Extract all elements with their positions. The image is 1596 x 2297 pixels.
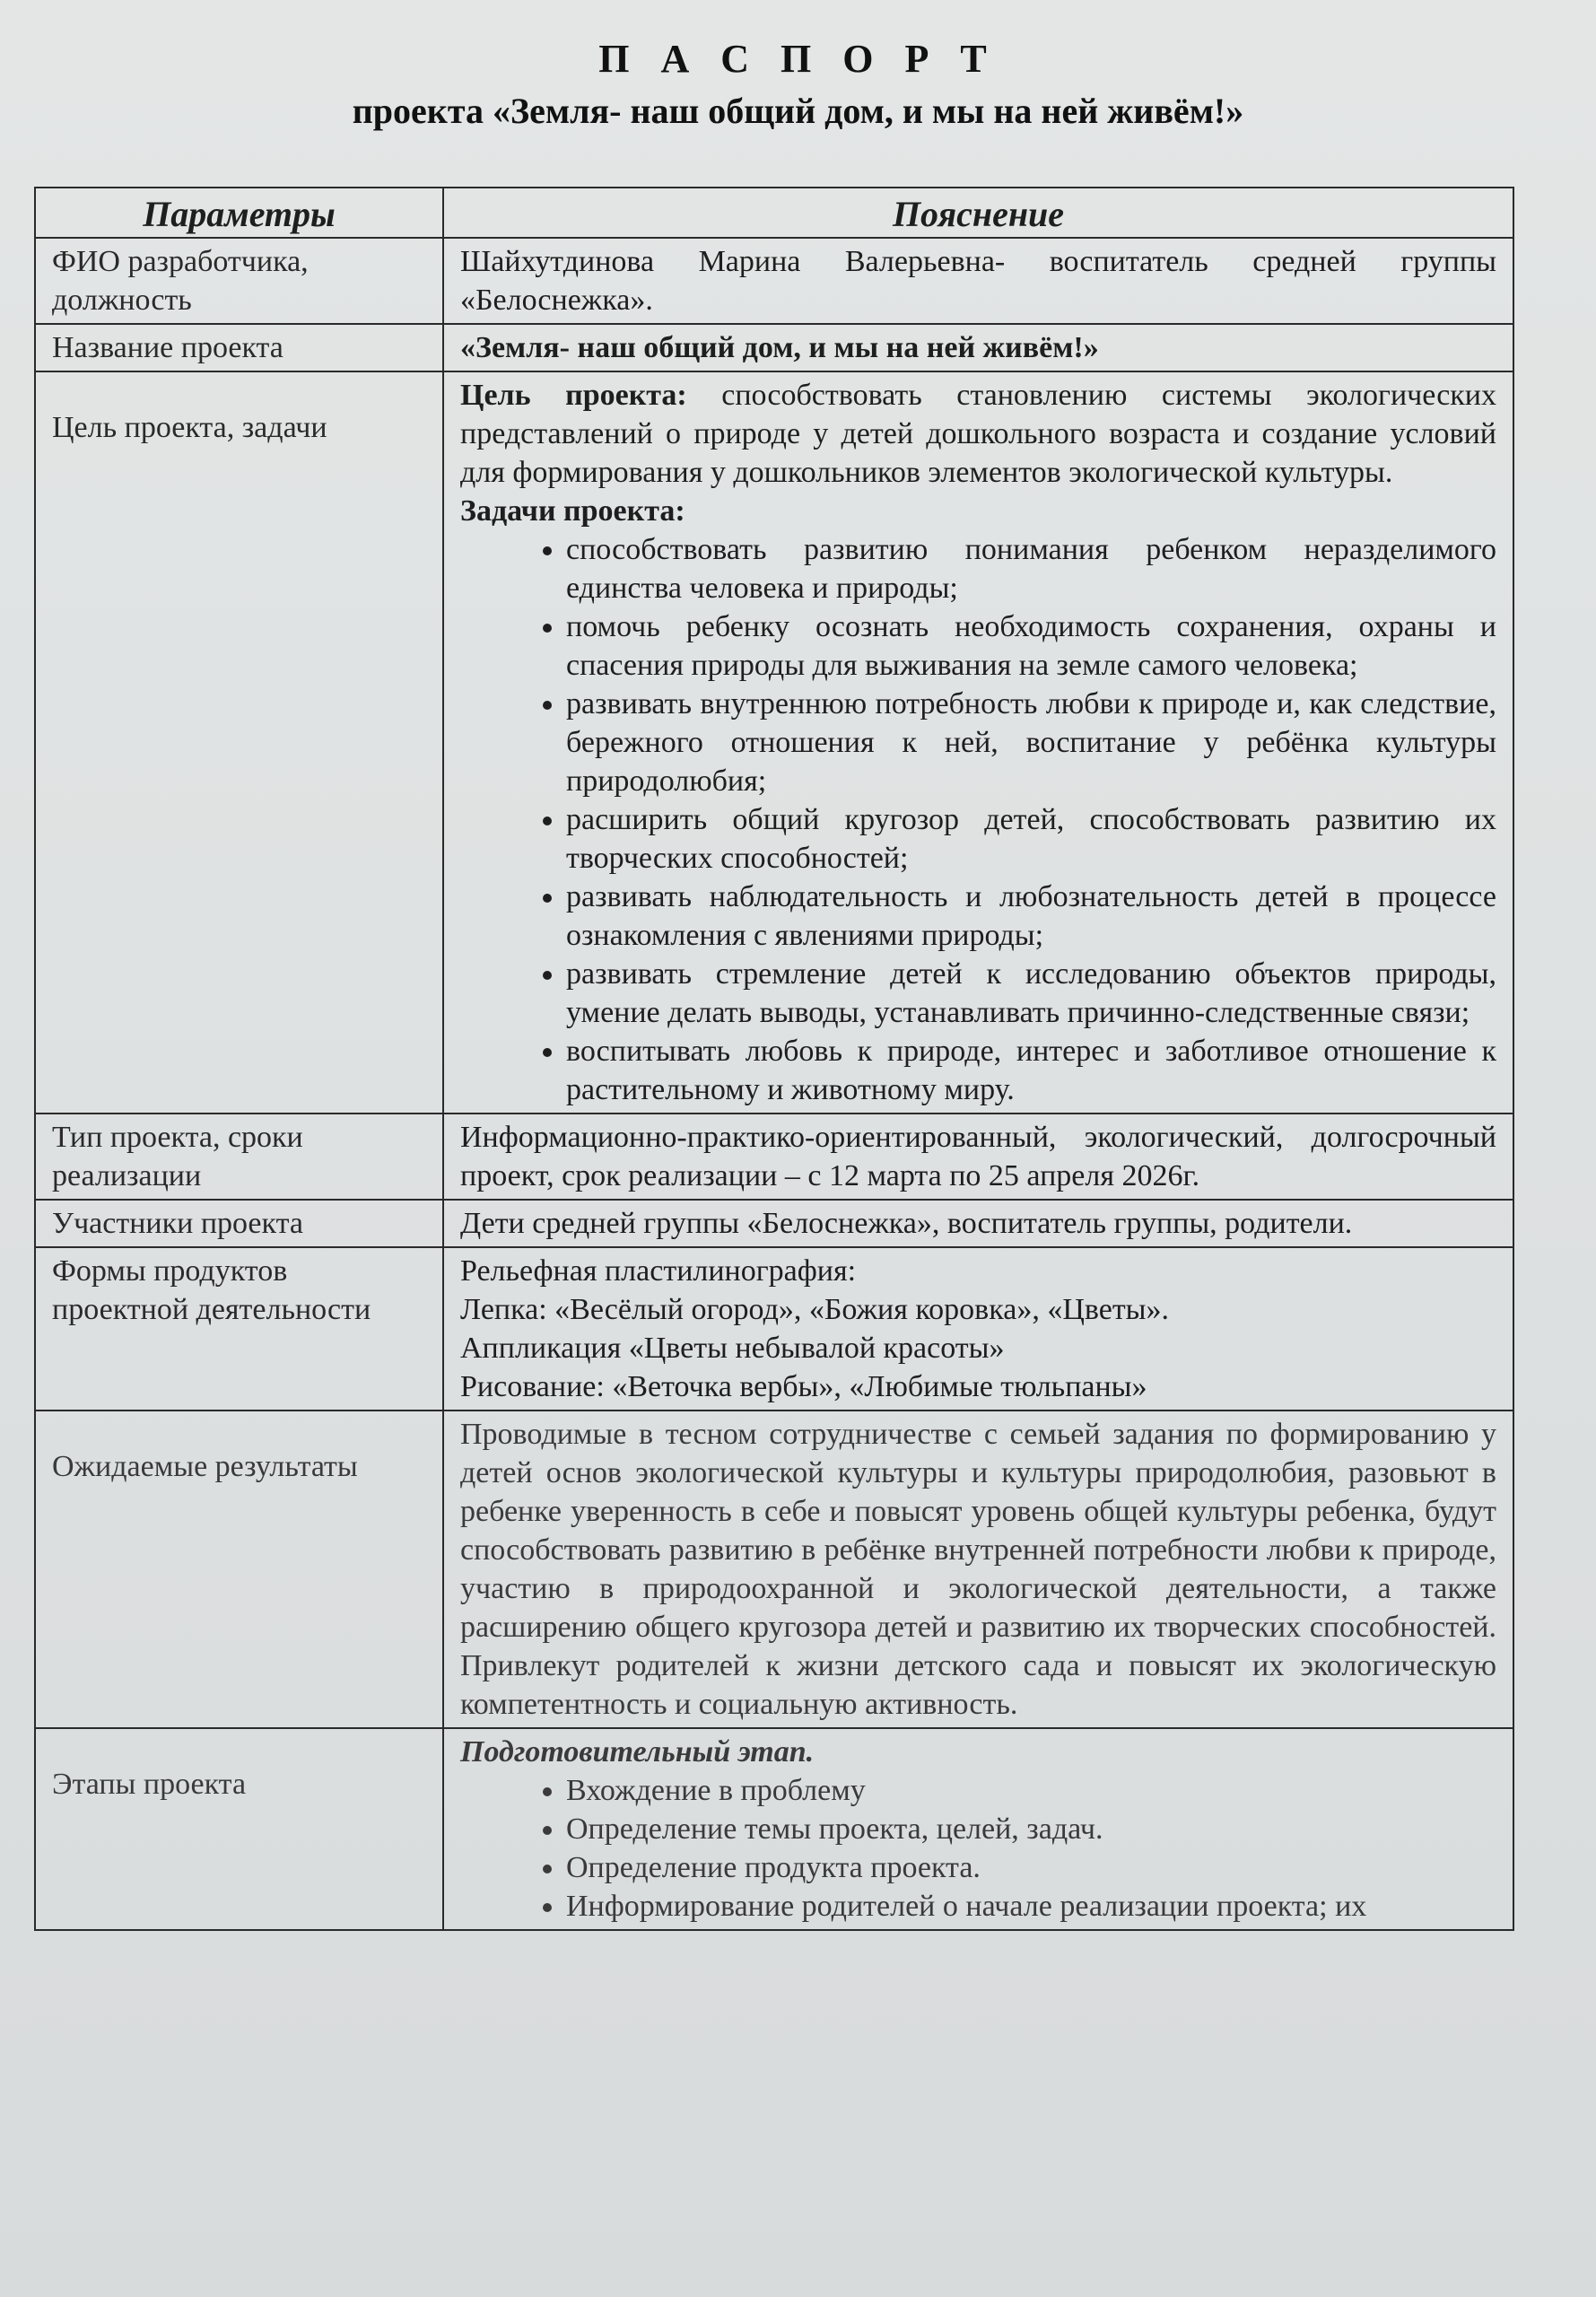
value-author: Шайхутдинова Марина Валерьевна- воспитатель средней группы «Белоснежка». [443,238,1513,324]
forms-line: Рельефная пластилинография: [460,1254,857,1288]
list-item: • развивать наблюдательность и любознательность детей в процессе ознакомления с явлениями природы; [566,878,1496,955]
param-forms: Формы продуктов проектной деятельности [35,1247,443,1411]
value-goal [443,371,1513,1114]
passport-table [34,187,1514,1931]
value-type: Информационно-практико-ориентированный, экологический, долгосрочный проект, срок реализации – с 12 марта по 25 апреля 2026г. [443,1114,1513,1200]
list-item: • Вхождение в проблему [566,1771,1496,1810]
list-item: • расширить общий кругозор детей, способствовать развитию их творческих способностей; [566,800,1496,878]
tasks-list [460,530,1496,1109]
list-item: • развивать внутреннюю потребность любви к природе и, как следствие, бережного отношения к ней, воспитание у ребёнка культуры природолюбия; [566,685,1496,800]
goal-text: способствовать становлению системы экологических представлений о природе у детей дошкольного возраста и создание условий для формирования у дошкольников элементов экологической культуры. [460,379,1496,489]
param-goal: Цель проекта, задачи [35,371,443,1114]
list-item: • помочь ребенку осознать необходимость сохранения, охраны и спасения природы для выживания на земле самого человека; [566,607,1496,685]
table-row-name [35,324,1513,371]
param-participants: Участники проекта [35,1200,443,1247]
list-item: • Определение продукта проекта. [566,1848,1496,1887]
table-row-stages [35,1728,1513,1930]
param-stages: Этапы проекта [35,1728,443,1930]
header-parameters: Параметры [35,188,443,238]
param-results: Ожидаемые результаты [35,1411,443,1728]
table-row-goal [35,371,1513,1114]
goal-paragraph [460,376,1496,492]
list-item: • развивать стремление детей к исследованию объектов природы, умение делать выводы, устанавливать причинно-следственные связи; [566,955,1496,1032]
value-participants: Дети средней группы «Белоснежка», воспитатель группы, родители. [443,1200,1513,1247]
forms-line: Рисование: «Веточка вербы», «Любимые тюльпаны» [460,1370,1147,1403]
list-item: • способствовать развитию понимания ребенком неразделимого единства человека и природы; [566,530,1496,607]
value-results: Проводимые в тесном сотрудничестве с семьей задания по формированию у детей основ экологической культуры и культуры природолюбия, разовьют в ребенке уверенность в себе и повысят уровень общей культуры ребенка, будут способствовать развитию в ребёнке внутренней потребности любви к природе, участию в природоохранной и экологической деятельности, а также расширению общего кругозора детей и развитию их творческих способностей. Привлекут родителей к жизни детского сада и повысят их экологическую компетентность и социальную активность. [443,1411,1513,1728]
value-forms [443,1247,1513,1411]
table-row-author [35,238,1513,324]
list-item: • воспитывать любовь к природе, интерес и заботливое отношение к растительному и животному миру. [566,1032,1496,1109]
value-name: «Земля- наш общий дом, и мы на ней живём!» [443,324,1513,371]
table-row-participants [35,1200,1513,1247]
table-row-forms [35,1247,1513,1411]
list-item: • Информирование родителей о начале реализации проекта; их [566,1887,1496,1926]
stage-items-list [460,1771,1496,1926]
table-row-results [35,1411,1513,1728]
tasks-label: Задачи проекта: [460,494,685,528]
table-header-row [35,188,1513,238]
forms-line: Лепка: «Весёлый огород», «Божия коровка», «Цветы». [460,1293,1170,1326]
document-title: П А С П О Р Т [598,37,998,81]
goal-label: Цель проекта: [460,379,687,412]
value-stages [443,1728,1513,1930]
document-subtitle: проекта «Земля- наш общий дом, и мы на ней живём!» [352,91,1244,131]
header-explanation: Пояснение [443,188,1513,238]
param-author: ФИО разработчика, должность [35,238,443,324]
param-type: Тип проекта, сроки реализации [35,1114,443,1200]
param-name: Название проекта [35,324,443,371]
stage-label: Подготовительный этап. [460,1735,815,1769]
forms-line: Аппликация «Цветы небывалой красоты» [460,1332,1005,1365]
table-row-type [35,1114,1513,1200]
list-item: • Определение темы проекта, целей, задач. [566,1810,1496,1848]
